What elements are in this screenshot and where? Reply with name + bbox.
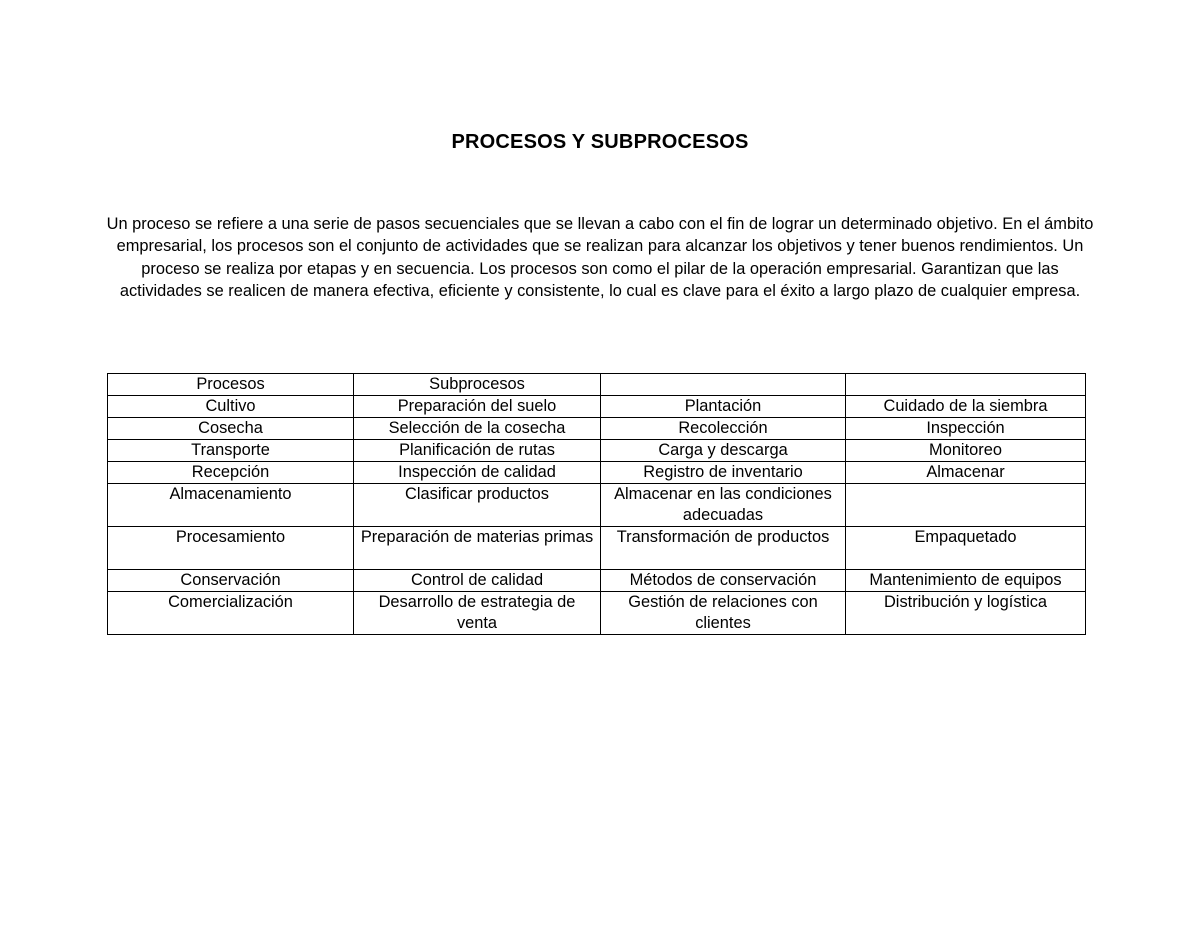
subprocess-cell: Transformación de productos	[601, 527, 846, 570]
header-cell	[846, 374, 1086, 396]
table-row	[108, 570, 1086, 592]
subprocess-cell: Métodos de conservación	[601, 570, 846, 592]
table-row	[108, 396, 1086, 418]
processes-table	[107, 373, 1086, 635]
subprocess-cell: Selección de la cosecha	[354, 418, 601, 440]
intro-paragraph: Un proceso se refiere a una serie de pasos secuenciales que se llevan a cabo con el fin de lograr un determinado objetivo. En el ámbito empresarial, los procesos son el conjunto de actividades que se realizan para alcanzar los objetivos y tener buenos rendimientos. Un proceso se realiza por etapas y en secuencia. Los procesos son como el pilar de la operación empresarial. Garantizan que las actividades se realicen de manera efectiva, eficiente y consistente, lo cual es clave para el éxito a largo plazo de cualquier empresa.	[106, 215, 1094, 301]
process-cell: Cosecha	[108, 418, 354, 440]
subprocess-cell: Preparación del suelo	[354, 396, 601, 418]
page-title: PROCESOS Y SUBPROCESOS	[451, 131, 749, 153]
subprocess-cell: Cuidado de la siembra	[846, 396, 1086, 418]
subprocess-cell: Carga y descarga	[601, 440, 846, 462]
subprocess-cell: Almacenar	[846, 462, 1086, 484]
subprocess-cell: Monitoreo	[846, 440, 1086, 462]
table-row	[108, 592, 1086, 635]
subprocess-cell: Almacenar en las condiciones adecuadas	[601, 484, 846, 527]
subprocess-cell: Empaquetado	[846, 527, 1086, 570]
subprocess-cell: Inspección	[846, 418, 1086, 440]
table-row	[108, 484, 1086, 527]
header-cell	[601, 374, 846, 396]
process-cell: Procesamiento	[108, 527, 354, 570]
header-cell: Subprocesos	[354, 374, 601, 396]
header-cell: Procesos	[108, 374, 354, 396]
process-cell: Recepción	[108, 462, 354, 484]
subprocess-cell: Distribución y logística	[846, 592, 1086, 635]
subprocess-cell: Preparación de materias primas	[354, 527, 601, 570]
subprocess-cell: Registro de inventario	[601, 462, 846, 484]
subprocess-cell: Clasificar productos	[354, 484, 601, 527]
table-row	[108, 440, 1086, 462]
subprocess-cell: Inspección de calidad	[354, 462, 601, 484]
subprocess-cell: Control de calidad	[354, 570, 601, 592]
subprocess-cell: Recolección	[601, 418, 846, 440]
process-cell: Conservación	[108, 570, 354, 592]
process-cell: Transporte	[108, 440, 354, 462]
subprocess-cell: Desarrollo de estrategia de venta	[354, 592, 601, 635]
subprocess-cell	[846, 484, 1086, 527]
table-row	[108, 418, 1086, 440]
process-cell: Cultivo	[108, 396, 354, 418]
subprocess-cell: Gestión de relaciones con clientes	[601, 592, 846, 635]
table-row	[108, 527, 1086, 570]
subprocess-cell: Plantación	[601, 396, 846, 418]
table-header-row	[108, 374, 1086, 396]
table-row	[108, 462, 1086, 484]
subprocess-cell: Mantenimiento de equipos	[846, 570, 1086, 592]
process-cell: Comercialización	[108, 592, 354, 635]
subprocess-cell: Planificación de rutas	[354, 440, 601, 462]
process-cell: Almacenamiento	[108, 484, 354, 527]
